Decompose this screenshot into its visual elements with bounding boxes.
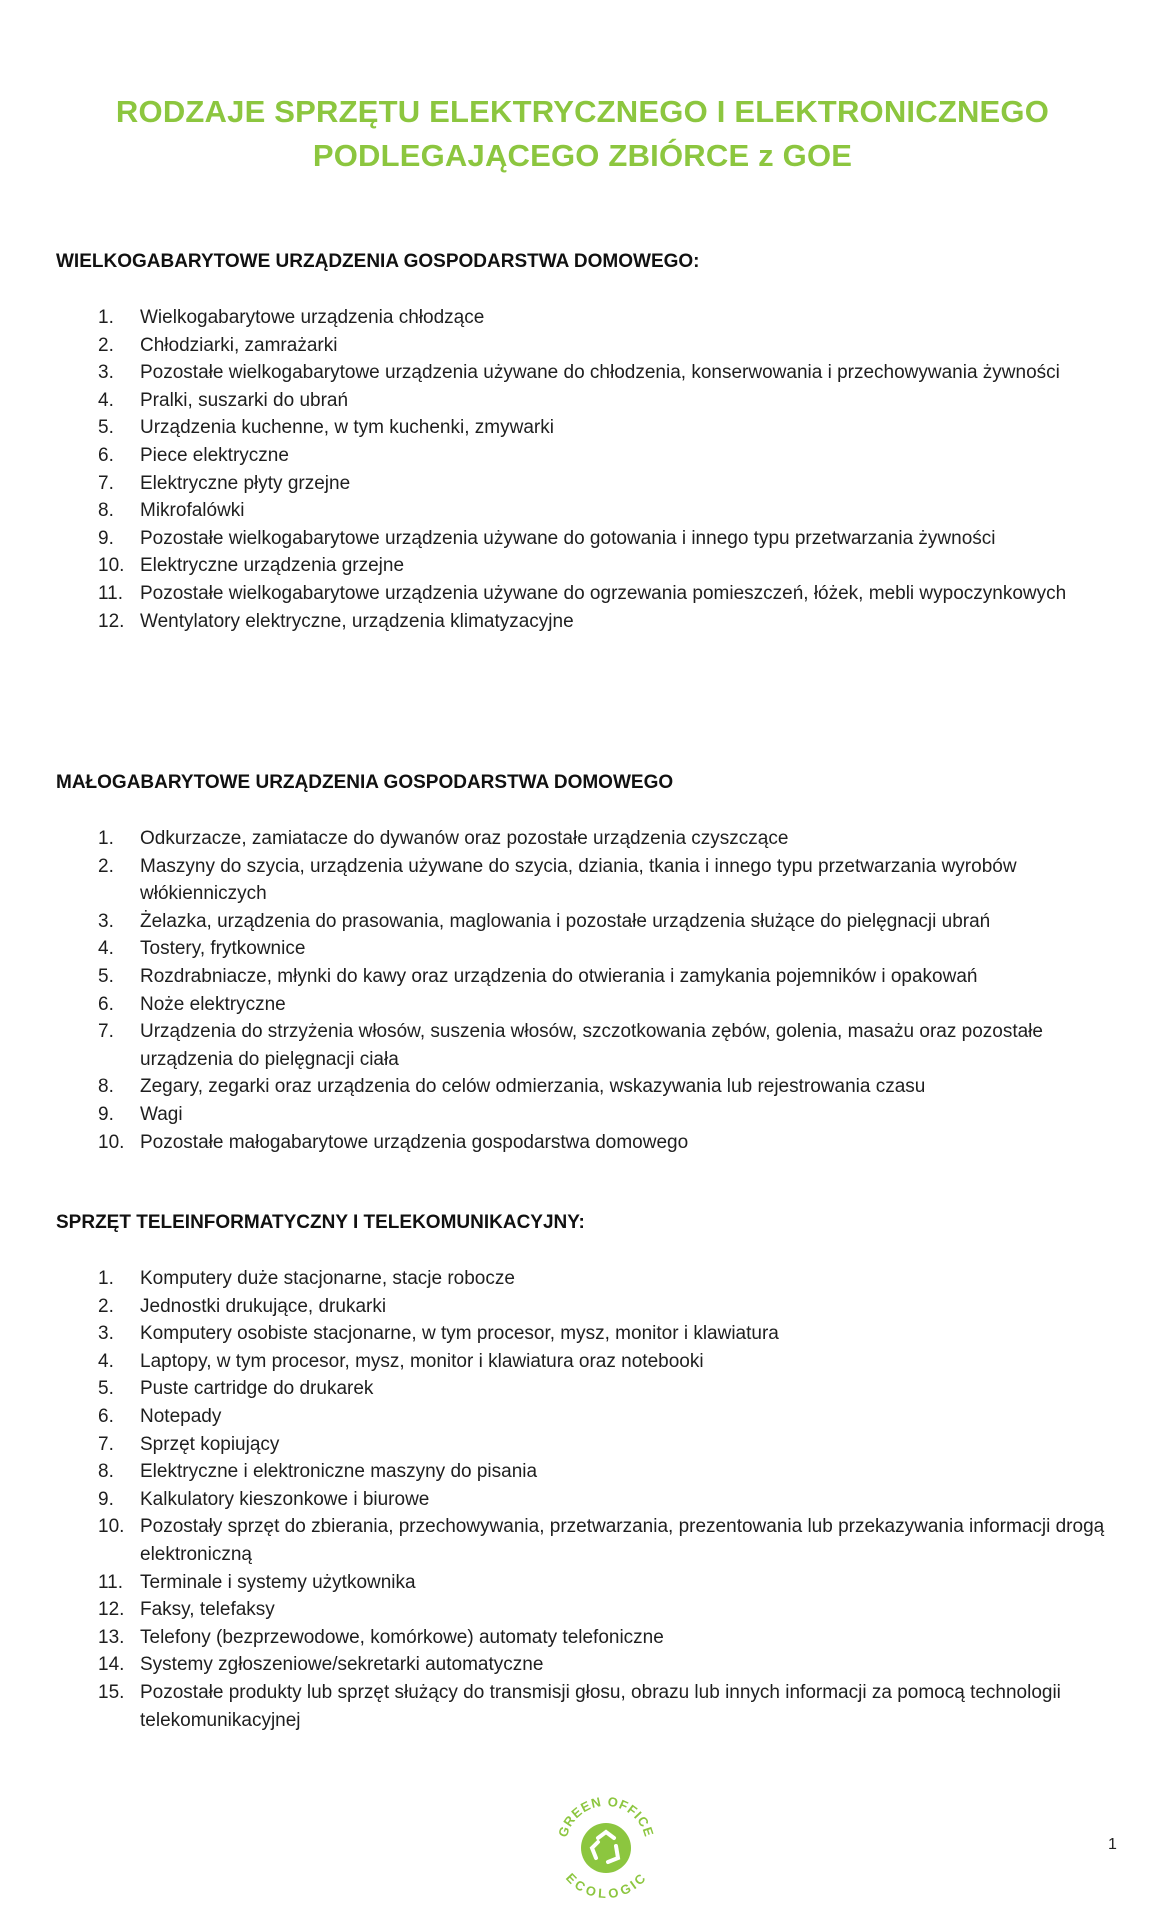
list-item-text: Systemy zgłoszeniowe/sekretarki automatyczne xyxy=(140,1654,544,1676)
list-item-text: Odkurzacze, zamiatacze do dywanów oraz pozostałe urządzenia czyszczące xyxy=(140,828,789,849)
title-line-2: PODLEGAJĄCEGO ZBIÓRCE z GOE xyxy=(312,138,853,173)
list-item-number: 7. xyxy=(98,1021,114,1043)
list-item-text: Kalkulatory kieszonkowe i biurowe xyxy=(140,1488,430,1510)
list-item-number: 4. xyxy=(98,389,114,411)
section-heading: WIELKOGABARYTOWE URZĄDZENIA GOSPODARSTWA DOMOWEGO: xyxy=(56,251,700,272)
list-item xyxy=(56,1129,1116,1157)
list-item-number: 12. xyxy=(98,1599,125,1621)
list-item xyxy=(56,470,1116,498)
list-item-number: 15. xyxy=(98,1681,125,1703)
list-item-text: Pozostałe wielkogabarytowe urządzenia używane do chłodzenia, konserwowania i przechowywania żywności xyxy=(140,362,1060,384)
list-item-text: Pozostały sprzęt do zbierania, przechowywania, przetwarzania, prezentowania lub przekazywania informacji drogą elektroniczną xyxy=(140,1516,1105,1565)
list-item-text: Maszyny do szycia, urządzenia używane do szycia, dziania, tkania i innego typu przetwarzania wyrobów włókienniczych xyxy=(140,855,1017,905)
list-item-text: Faksy, telefaksy xyxy=(140,1599,275,1621)
list-item-text: Jednostki drukujące, drukarki xyxy=(140,1295,387,1317)
list-item-number: 8. xyxy=(98,1461,114,1483)
list-item-number: 4. xyxy=(98,938,114,960)
list-item xyxy=(56,1320,1116,1348)
list-item xyxy=(56,908,1116,936)
list-item xyxy=(56,1403,1116,1431)
page-number: 1 xyxy=(1108,1836,1117,1853)
list-item xyxy=(56,387,1116,415)
list-item-text: Urządzenia do strzyżenia włosów, suszenia włosów, szczotkowania zębów, golenia, masażu oraz pozostałe urządzenia do pielęgnacji ciała xyxy=(140,1021,1043,1070)
list-item-number: 9. xyxy=(98,527,114,549)
list-item-number: 5. xyxy=(98,1378,114,1400)
list-item-number: 6. xyxy=(98,993,114,1015)
list-item-text: Żelazka, urządzenia do prasowania, maglowania i pozostałe urządzenia służące do pielęgnacji ubrań xyxy=(140,910,991,932)
list-item-number: 6. xyxy=(98,1405,114,1427)
list-item-text: Telefony (bezprzewodowe, komórkowe) automaty telefoniczne xyxy=(140,1626,664,1648)
list-item-number: 4. xyxy=(98,1350,114,1372)
list-item xyxy=(56,1348,1116,1376)
list-item-number: 2. xyxy=(98,855,114,877)
list-item-number: 1. xyxy=(98,828,114,849)
list-item xyxy=(56,1265,1116,1293)
list-item-number: 2. xyxy=(98,1295,114,1317)
list-item-text: Rozdrabniacze, młynki do kawy oraz urządzenia do otwierania i zamykania pojemników i opakowań xyxy=(140,965,978,987)
list-item-number: 9. xyxy=(98,1103,114,1125)
section-small-appliances xyxy=(56,771,1116,1156)
list-item xyxy=(56,442,1116,470)
list-item xyxy=(56,1018,1116,1073)
list-item-number: 1. xyxy=(98,1268,114,1289)
list-item xyxy=(56,1101,1116,1129)
list-item xyxy=(56,304,1116,332)
list-item xyxy=(56,1431,1116,1459)
list-item-number: 10. xyxy=(98,1516,125,1538)
list-item-text: Elektryczne płyty grzejne xyxy=(140,472,351,494)
list-item-number: 12. xyxy=(98,610,125,632)
list-item xyxy=(56,991,1116,1019)
list-item-number: 2. xyxy=(98,334,114,356)
list-item-number: 11. xyxy=(98,1571,124,1593)
list-item xyxy=(56,1651,1116,1679)
list-item xyxy=(56,608,1116,636)
list-item xyxy=(56,1596,1116,1624)
list-item-text: Pozostałe małogabarytowe urządzenia gospodarstwa domowego xyxy=(140,1131,689,1153)
green-office-ecologic-logo xyxy=(548,1786,664,1902)
list-item-text: Chłodziarki, zamrażarki xyxy=(140,334,338,356)
list-item-number: 10. xyxy=(98,555,125,577)
item-list xyxy=(56,1265,1116,1734)
svg-text:ECOLOGIC xyxy=(563,1870,649,1901)
list-item xyxy=(56,1073,1116,1101)
list-item-text: Laptopy, w tym procesor, mysz, monitor i klawiatura oraz notebooki xyxy=(140,1350,704,1372)
list-item xyxy=(56,963,1116,991)
list-item xyxy=(56,414,1116,442)
list-item-text: Komputery osobiste stacjonarne, w tym procesor, mysz, monitor i klawiatura xyxy=(140,1323,779,1345)
section-heading: SPRZĘT TELEINFORMATYCZNY I TELEKOMUNIKACYJNY: xyxy=(56,1212,585,1233)
list-item-text: Sprzęt kopiujący xyxy=(140,1433,280,1455)
list-item-number: 11. xyxy=(98,582,124,604)
list-item-text: Urządzenia kuchenne, w tym kuchenki, zmywarki xyxy=(140,417,554,439)
list-item xyxy=(56,552,1116,580)
list-item xyxy=(56,580,1116,608)
list-item-number: 13. xyxy=(98,1626,125,1648)
list-item-number: 7. xyxy=(98,1433,114,1455)
list-item xyxy=(56,853,1116,908)
section-heading: MAŁOGABARYTOWE URZĄDZENIA GOSPODARSTWA DOMOWEGO xyxy=(56,772,674,793)
logo-bottom-text: ECOLOGIC xyxy=(562,1870,650,1902)
item-list xyxy=(56,825,1116,1156)
list-item-number: 1. xyxy=(98,307,114,328)
list-item xyxy=(56,1513,1116,1568)
list-item-number: 10. xyxy=(98,1131,125,1153)
item-list xyxy=(56,304,1116,635)
list-item-text: Tostery, frytkownice xyxy=(140,938,306,960)
section-large-appliances xyxy=(56,250,1116,635)
list-item-number: 3. xyxy=(98,362,114,384)
list-item xyxy=(56,935,1116,963)
list-item-number: 5. xyxy=(98,417,114,439)
list-item-text: Pralki, suszarki do ubrań xyxy=(140,389,349,411)
list-item-text: Mikrofalówki xyxy=(140,500,245,522)
list-item-number: 8. xyxy=(98,1076,114,1098)
logo-top-text: GREEN OFFICE xyxy=(555,1793,657,1840)
list-item-number: 8. xyxy=(98,500,114,522)
list-item xyxy=(56,1679,1116,1734)
list-item-number: 3. xyxy=(98,910,114,932)
list-item-text: Pozostałe produkty lub sprzęt służący do transmisji głosu, obrazu lub innych informacji za pomocą technologii telekomunikacyjnej xyxy=(140,1681,1061,1731)
list-item-text: Notepady xyxy=(140,1405,222,1427)
list-item xyxy=(56,825,1116,853)
list-item xyxy=(56,1458,1116,1486)
list-item-text: Puste cartridge do drukarek xyxy=(140,1378,374,1400)
title-line-1: RODZAJE SPRZĘTU ELEKTRYCZNEGO I ELEKTRONICZNEGO xyxy=(115,94,1050,129)
list-item xyxy=(56,1293,1116,1321)
list-item xyxy=(56,497,1116,525)
list-item-text: Wentylatory elektryczne, urządzenia klimatyzacyjne xyxy=(140,610,574,632)
list-item-text: Noże elektryczne xyxy=(140,993,286,1015)
list-item xyxy=(56,1486,1116,1514)
list-item-number: 5. xyxy=(98,965,114,987)
list-item-number: 6. xyxy=(98,444,114,466)
list-item-text: Komputery duże stacjonarne, stacje robocze xyxy=(140,1268,515,1289)
list-item-text: Elektryczne urządzenia grzejne xyxy=(140,555,405,577)
list-item-number: 7. xyxy=(98,472,114,494)
list-item-text: Wielkogabarytowe urządzenia chłodzące xyxy=(140,307,485,328)
list-item-text: Pozostałe wielkogabarytowe urządzenia używane do ogrzewania pomieszczeń, łóżek, mebli wypoczynkowych xyxy=(140,582,1067,604)
list-item-number: 9. xyxy=(98,1488,114,1510)
list-item-text: Zegary, zegarki oraz urządzenia do celów odmierzania, wskazywania lub rejestrowania czasu xyxy=(140,1076,926,1098)
list-item-text: Wagi xyxy=(140,1103,183,1125)
section-it-telecom xyxy=(56,1211,1116,1734)
list-item xyxy=(56,332,1116,360)
list-item xyxy=(56,525,1116,553)
list-item-text: Terminale i systemy użytkownika xyxy=(140,1571,416,1593)
list-item-text: Elektryczne i elektroniczne maszyny do pisania xyxy=(140,1461,538,1483)
page-title xyxy=(0,90,1165,178)
list-item xyxy=(56,1375,1116,1403)
list-item xyxy=(56,359,1116,387)
list-item-number: 3. xyxy=(98,1323,114,1345)
list-item-text: Pozostałe wielkogabarytowe urządzenia używane do gotowania i innego typu przetwarzania żywności xyxy=(140,527,996,549)
list-item xyxy=(56,1624,1116,1652)
logo-seal xyxy=(548,1786,664,1902)
list-item-text: Piece elektryczne xyxy=(140,444,289,466)
list-item xyxy=(56,1569,1116,1597)
list-item-number: 14. xyxy=(98,1654,125,1676)
